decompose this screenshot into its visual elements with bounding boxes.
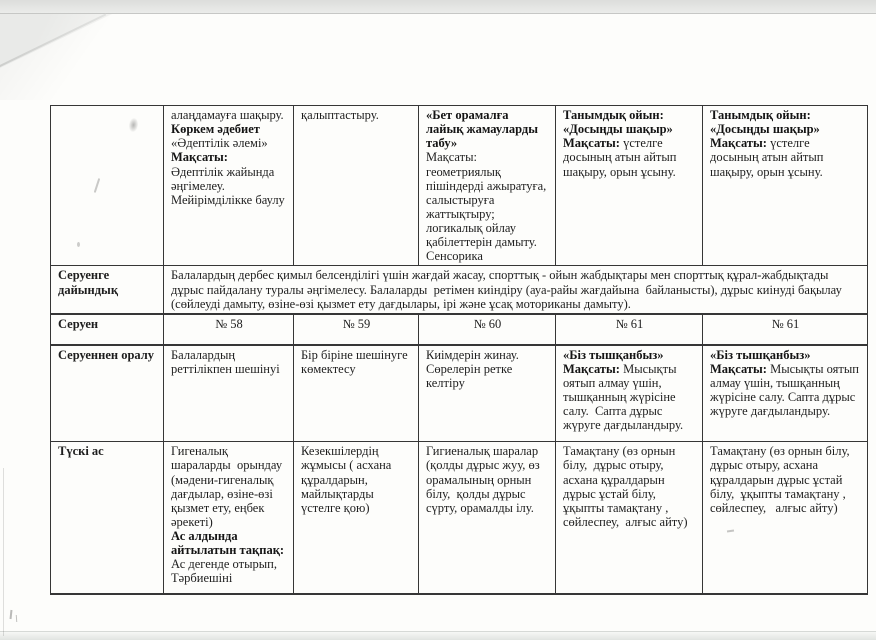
cell-r1-label-empty	[51, 106, 164, 266]
table-row	[51, 106, 868, 266]
row-label-seruennen-oralu: Серуеннен оралу	[51, 345, 164, 442]
cell-r4-kiim-zhinau: Киімдерін жинау. Сөрелерін ретке келтіру	[419, 345, 556, 442]
table-row	[51, 266, 868, 314]
cell-walk-number-61a: № 61	[556, 314, 703, 345]
table-row	[51, 442, 868, 594]
cell-r1-kalyptastyru: қалыптастыру.	[294, 106, 419, 266]
row-label-seruen: Серуен	[51, 314, 164, 345]
cell-r4-komektesu: Бір біріне шешінуге көмектесу	[294, 345, 419, 442]
cell-walk-number-61b: № 61	[703, 314, 868, 345]
cell-r5-kezekshiler: Кезекшілердің жұмысы ( асхана құралдарын, майлықтарды үстелге қою)	[294, 442, 419, 594]
paper-left-edge	[3, 468, 4, 636]
margin-tick	[10, 610, 13, 619]
cell-r1-tanymdyk-oiyn-2: Танымдық ойын: «Досыңды шақыр» Мақсаты: үстелге досының атын айтып шақыру, орын ұсыну.	[703, 106, 868, 266]
cell-r1-tanymdyk-oiyn-1: Танымдық ойын: «Досыңды шақыр» Мақсаты: үстелге досының атын айтып шақыру, орын ұсыну.	[556, 106, 703, 266]
cell-walk-number-58: № 58	[164, 314, 294, 345]
scan-top-edge	[0, 0, 876, 14]
cell-r5-tamaktanu-2: Тамақтану (өз орнын білу, дұрыс отыру, асхана құралдарын дұрыс ұстай білу, ұқыпты тамақтану , сөйлеспеу, алғыс айту)	[703, 442, 868, 594]
row-label-seruenge-dayindyk: Серуенге дайындық	[51, 266, 164, 314]
daily-plan-table	[50, 105, 868, 595]
cell-r5-koldy-zhuu: Гигиеналық шаралар (қолды дұрыс жуу, өз орамалының орнын білу, қолды дұрыс сүрту, орамалды ілу.	[419, 442, 556, 594]
cell-r5-tamaktanu-1: Тамақтану (өз орнын білу, дұрыс отыру, асхана құралдарын дұрыс ұстай білу, ұқыпты тамақтану , сөйлеспеу, алғыс айту)	[556, 442, 703, 594]
cell-r2-merged-paragraph: Балалардың дербес қимыл белсенділігі үшін жағдай жасау, спорттық - ойын жабдықтары мен спорттық құрал-жабдықтады дұрыс пайдалану туралы әңгімелесу. Балаларды ретімен киіндіру (ауа-райы жағдайына байланысты), дұрыс киінуді бақылау (сөйлеуді дамыту, өзіне-өзі қызмет ету дағдылары, ірі және ұсақ моториканы дамыту).	[164, 266, 868, 314]
cell-r1-korkem-adebiet: алаңдамауға шақыру. Көркем әдебиет «Әдептілік әлемі» Мақсаты: Әдептілік жайында әңгімелеу. Мейірімділікке баулу	[164, 106, 294, 266]
table-row	[51, 345, 868, 442]
cell-r5-gigienalyk-sharalar: Гигеналық шараларды орындау (мәдени-гигеналық дағдылар, өзіне-өзі қызмет ету, еңбек әрекеті) Ас алдында айтылатын тақпақ: Ас дегенде отырып, Тәрбиешіні	[164, 442, 294, 594]
cell-r4-biz-tyshkanbyz-2: «Біз тышқанбыз» Мақсаты: Мысықты оятып алмау үшін, тышқанның жүрісіне салу. Сапта дұрыс жүруге дағдыландыру.	[703, 345, 868, 442]
margin-tick	[16, 615, 17, 622]
cell-walk-number-59: № 59	[294, 314, 419, 345]
row-label-tuski-as: Түскі ас	[51, 442, 164, 594]
table-row	[51, 314, 868, 345]
cell-walk-number-60: № 60	[419, 314, 556, 345]
cell-r4-biz-tyshkanbyz-1: «Біз тышқанбыз» Мақсаты: Мысықты оятып алмау үшін, тышқанның жүрісіне салу. Сапта дұрыс жүруге дағдыландыру.	[556, 345, 703, 442]
cell-r1-bet-oramal-game: «Бет орамалға лайық жамауларды табу» Мақсаты: геометриялық пішіндерді ажыратуға, салыстыруға жаттықтыру; логикалық ойлау қабілеттерін дамыту. Сенсорика	[419, 106, 556, 266]
cell-r4-sheshinu: Балалардың реттілікпен шешінуі	[164, 345, 294, 442]
scan-bottom-edge	[0, 631, 876, 640]
